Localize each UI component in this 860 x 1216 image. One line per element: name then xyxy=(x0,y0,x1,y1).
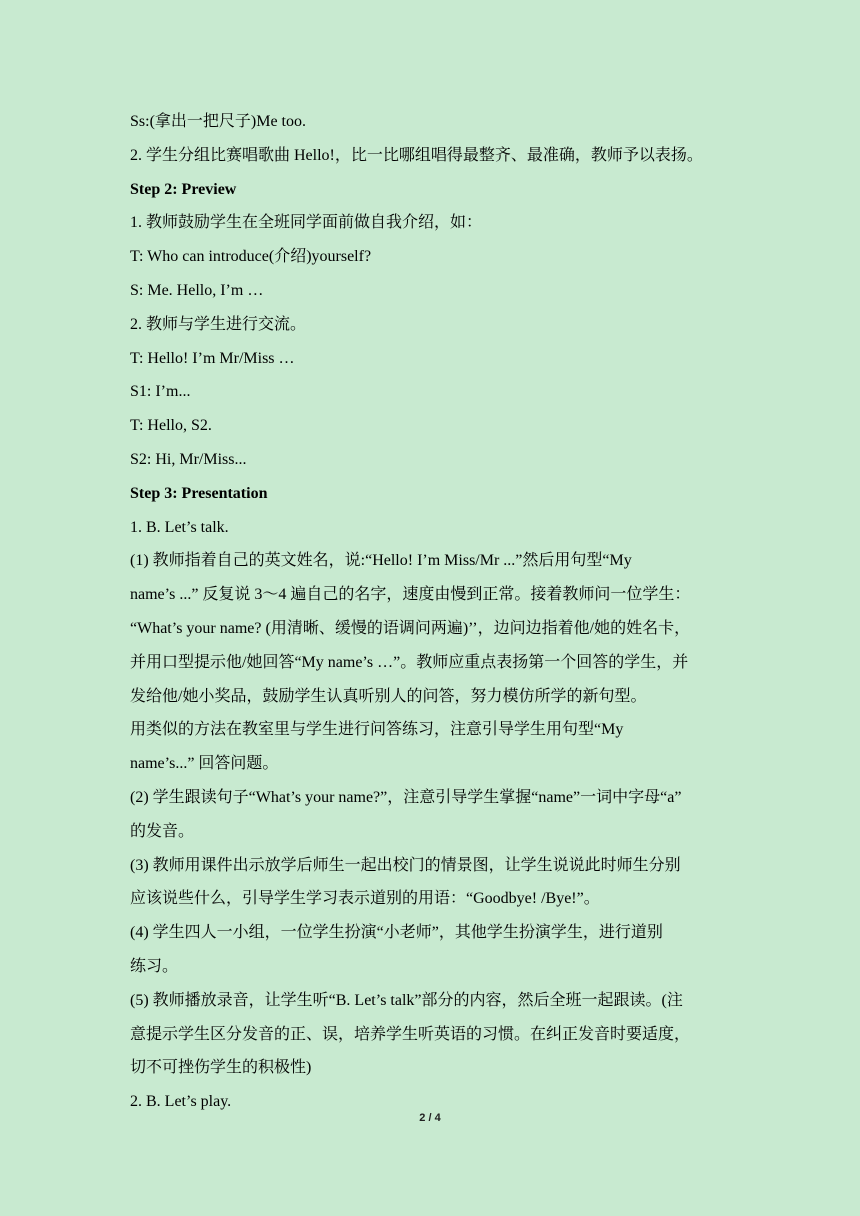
text-line: (3) 教师用课件出示放学后师生一起出校门的情景图，让学生说说此时师生分别 xyxy=(130,856,681,874)
text-line: 切不可挫伤学生的积极性) xyxy=(130,1059,312,1077)
text-line: (1) 教师指着自己的英文姓名，说:“Hello! I’m Miss/Mr ...”然后用句型“My xyxy=(130,552,632,570)
text-line: S1: I’m... xyxy=(130,383,191,401)
text-line: T: Hello, S2. xyxy=(130,417,212,435)
text-line: T: Hello! I’m Mr/Miss … xyxy=(130,349,295,367)
document-body xyxy=(130,105,732,1119)
text-line: Ss:(拿出一把尺子)Me too. xyxy=(130,113,307,130)
text-line: 意提示学生区分发音的正、误，培养学生听英语的习惯。在纠正发音时要适度， xyxy=(130,1025,691,1043)
text-line: 2. 教师与学生进行交流。 xyxy=(130,315,307,333)
text-line: (4) 学生四人一小组，一位学生扮演“小老师”，其他学生扮演学生，进行道别 xyxy=(130,924,663,942)
text-line: 练习。 xyxy=(130,957,179,975)
text-line: 1. B. Let’s talk. xyxy=(130,518,229,536)
text-line: 2. 学生分组比赛唱歌曲 Hello!，比一比哪组唱得最整齐、最准确，教师予以表扬。 xyxy=(130,146,703,164)
text-line: 用类似的方法在教室里与学生进行问答练习，注意引导学生用句型“My xyxy=(130,721,624,739)
text-line: T: Who can introduce(介绍)yourself? xyxy=(130,248,372,266)
text-line: S2: Hi, Mr/Miss... xyxy=(130,450,247,468)
text-line: “What’s your name? (用清晰、缓慢的语调问两遍)’’，边问边指着他/她的姓名卡， xyxy=(130,619,691,637)
text-line: name’s...” 回答问题。 xyxy=(130,755,279,773)
section-heading: Step 3: Presentation xyxy=(130,484,268,502)
text-line: 发给他/她小奖品，鼓励学生认真听别人的问答，努力模仿所学的新句型。 xyxy=(130,687,647,705)
text-line: 2. B. Let’s play. xyxy=(130,1093,232,1111)
text-line: 的发音。 xyxy=(130,822,195,840)
text-line: 应该说些什么，引导学生学习表示道别的用语：“Goodbye! /Bye!”。 xyxy=(130,890,600,908)
section-heading: Step 2: Preview xyxy=(130,180,237,198)
text-line: (5) 教师播放录音，让学生听“B. Let’s talk”部分的内容，然后全班一起跟读。(注 xyxy=(130,991,683,1009)
text-line: 1. 教师鼓励学生在全班同学面前做自我介绍，如： xyxy=(130,214,483,232)
text-line: S: Me. Hello, I’m … xyxy=(130,281,264,299)
text-line: name’s ...” 反复说 3～4 遍自己的名字，速度由慢到正常。接着教师问一位学生： xyxy=(130,586,691,604)
text-line: 并用口型提示他/她回答“My name’s …”。教师应重点表扬第一个回答的学生，并 xyxy=(130,653,689,671)
text-line: (2) 学生跟读句子“What’s your name?”，注意引导学生掌握“name”一词中字母“a” xyxy=(130,788,682,806)
page-number: 2 / 4 xyxy=(419,1112,441,1124)
